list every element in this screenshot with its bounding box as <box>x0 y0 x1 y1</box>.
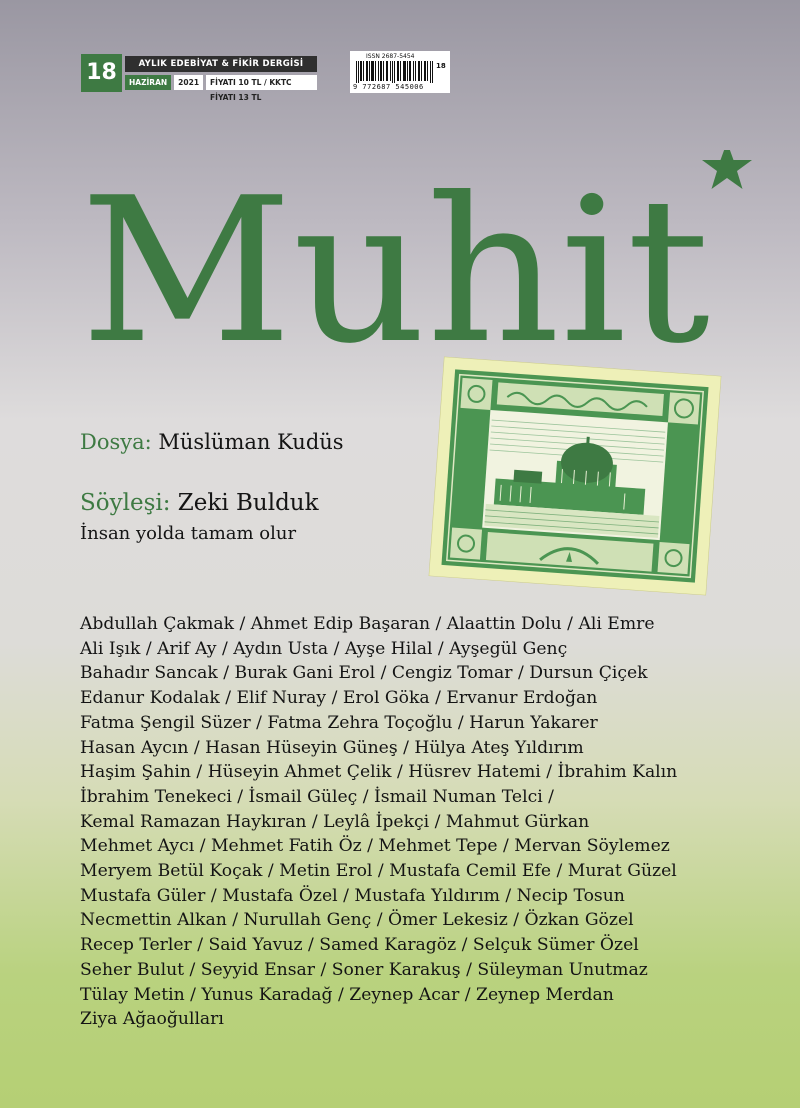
contributors-line: Mustafa Güler / Mustafa Özel / Mustafa Yıldırım / Necip Tosun <box>80 885 625 906</box>
contributors-line: Recep Terler / Said Yavuz / Samed Karagöz / Selçuk Sümer Özel <box>80 935 639 956</box>
issue-year: 2021 <box>174 75 203 90</box>
barcode-bars <box>356 61 434 83</box>
postage-stamp-image <box>429 357 722 596</box>
magazine-tagline: AYLIK EDEBİYAT & FİKİR DERGİSİ <box>125 56 317 72</box>
barcode-number: 9 772687 545006 <box>353 83 424 91</box>
dossier-headline <box>80 430 344 454</box>
issn-label: ISSN 2687-5454 <box>366 53 415 60</box>
contributors-line: Hasan Aycın / Hasan Hüseyin Güneş / Hülya Ateş Yıldırım <box>80 737 584 758</box>
contributors-list <box>80 612 677 1032</box>
barcode-issue: 18 <box>436 62 446 70</box>
contributors-line: Tülay Metin / Yunus Karadağ / Zeynep Acar / Zeynep Merdan <box>80 984 614 1005</box>
contributors-line: Bahadır Sancak / Burak Gani Erol / Cengiz Tomar / Dursun Çiçek <box>80 663 648 684</box>
barcode <box>350 51 450 93</box>
issue-badge <box>81 54 317 102</box>
contributors-line: Abdullah Çakmak / Ahmet Edip Başaran / Alaattin Dolu / Ali Emre <box>80 614 655 634</box>
masthead-text: Muhit <box>80 155 710 350</box>
contributors-line: Haşim Şahin / Hüseyin Ahmet Çelik / Hüsrev Hatemi / İbrahim Kalın <box>80 762 678 783</box>
dossier-label: Dosya: <box>80 430 152 454</box>
contributors-line: Mehmet Aycı / Mehmet Fatih Öz / Mehmet Tepe / Mervan Söylemez <box>80 836 670 857</box>
interview-label: Söyleşi: <box>80 490 171 516</box>
interview-headline <box>80 490 319 516</box>
contributors-line: Kemal Ramazan Haykıran / Leylâ İpekçi / Mahmut Gürkan <box>80 811 590 832</box>
issue-price: FİYATI 10 TL / KKTC FİYATI 13 TL <box>206 75 317 90</box>
contributors-line: İbrahim Tenekeci / İsmail Güleç / İsmail Numan Telci / <box>80 786 554 807</box>
dossier-title: Müslüman Kudüs <box>158 430 344 454</box>
issue-info-row <box>125 75 317 102</box>
masthead-title <box>80 150 770 350</box>
contributors-line: Seher Bulut / Seyyid Ensar / Soner Karakuş / Süleyman Unutmaz <box>80 959 648 980</box>
contributors-line: Edanur Kodalak / Elif Nuray / Erol Göka / Ervanur Erdoğan <box>80 688 598 709</box>
interview-subtitle: İnsan yolda tamam olur <box>80 523 297 544</box>
contributors-line: Necmettin Alkan / Nurullah Genç / Ömer Lekesiz / Özkan Gözel <box>80 910 634 931</box>
contributors-line: Ali Işık / Arif Ay / Aydın Usta / Ayşe Hilal / Ayşegül Genç <box>80 638 568 659</box>
interview-name: Zeki Bulduk <box>177 490 319 516</box>
contributors-line: Ziya Ağaoğulları <box>80 1009 224 1030</box>
contributors-line: Fatma Şengil Süzer / Fatma Zehra Toçoğlu / Harun Yakarer <box>80 712 598 733</box>
issue-number: 18 <box>81 54 122 92</box>
contributors-line: Meryem Betül Koçak / Metin Erol / Mustafa Cemil Efe / Murat Güzel <box>80 861 677 882</box>
issue-month: HAZİRAN <box>125 75 171 90</box>
